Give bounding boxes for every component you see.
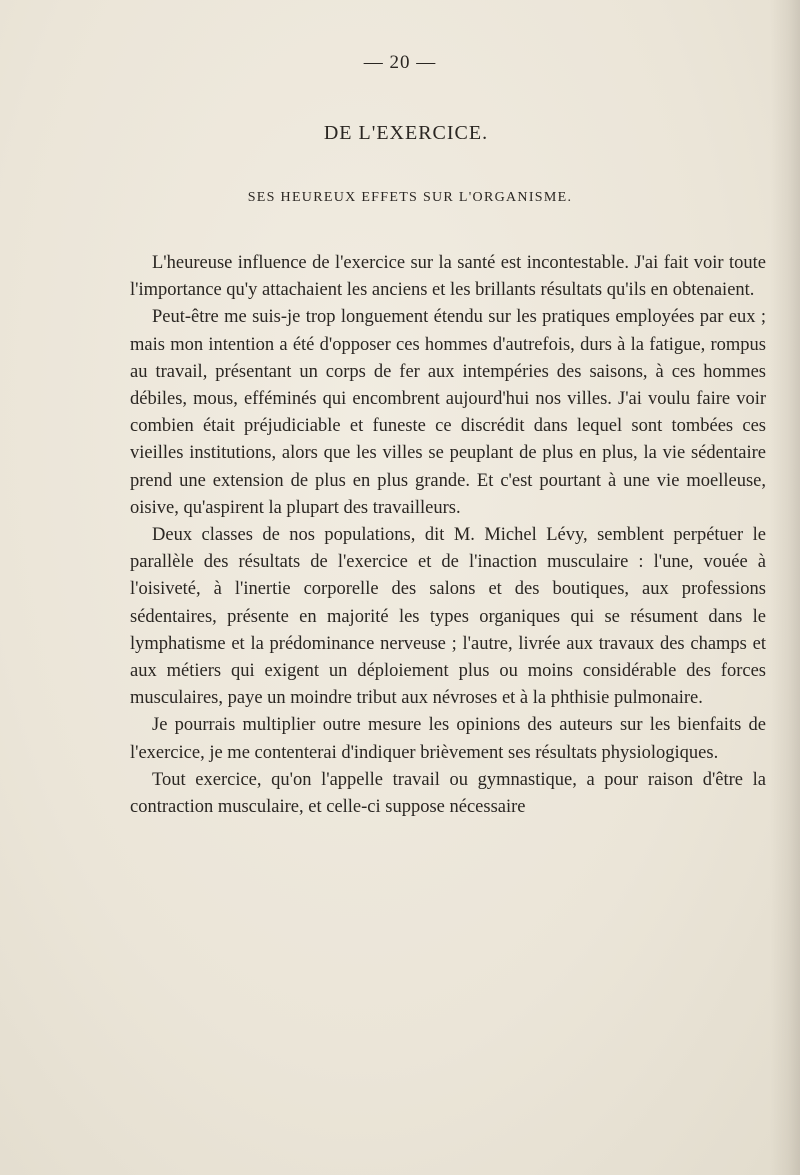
chapter-title: DE L'EXERCICE. [323, 122, 489, 144]
paragraph: L'heureuse influence de l'exercice sur la santé est incontestable. J'ai fait voir toute l'importance qu'y attachaient les anciens et les brillants résultats qu'ils en obtenaient. [130, 253, 766, 301]
page-edge-shadow [770, 0, 800, 1175]
paragraph: Deux classes de nos populations, dit M. Michel Lévy, semblent perpétuer le parallèle des résultats de l'exercice et de l'inaction musculaire : l'une, vouée à l'oisiveté, à l'inertie corporelle des salons et des boutiques, aux professions sédentaires, présente en majorité les types organiques qui se résument dans le lymphatisme et la prédominance nerveuse ; l'autre, livrée aux travaux des champs et aux métiers qui exigent un déploiement plus ou moins considérable des forces musculaires, paye un moindre tribut aux névroses et à la phthisie pulmonaire. [130, 525, 766, 709]
paragraph: Peut-être me suis-je trop longuement étendu sur les pratiques employées par eux ; mais mon intention a été d'opposer ces hommes d'autrefois, durs à la fatigue, rompus au travail, présentant un corps de fer aux intempéries des saisons, à ces hommes débiles, mous, efféminés qui encombrent aujourd'hui nos villes. J'ai voulu faire voir combien était préjudiciable et funeste ce discrédit dans lequel sont tombées ces vieilles institutions, alors que les villes se peuplant de plus en plus, la vie sédentaire prend une extension de plus en plus grande. Et c'est pourtant à une vie moelleuse, oisive, qu'aspirent la plupart des travailleurs. [130, 307, 766, 518]
page-number: — 20 — [363, 52, 437, 73]
body-text [130, 250, 766, 821]
paragraph: Tout exercice, qu'on l'appelle travail ou gymnastique, a pour raison d'être la contraction musculaire, et celle-ci suppose nécessaire [130, 769, 766, 818]
paragraph: Je pourrais multiplier outre mesure les opinions des auteurs sur les bienfaits de l'exercice, je me contenterai d'indiquer brièvement ses résultats physiologiques. [130, 715, 766, 763]
section-subtitle: SES HEUREUX EFFETS SUR L'ORGANISME. [247, 190, 573, 205]
